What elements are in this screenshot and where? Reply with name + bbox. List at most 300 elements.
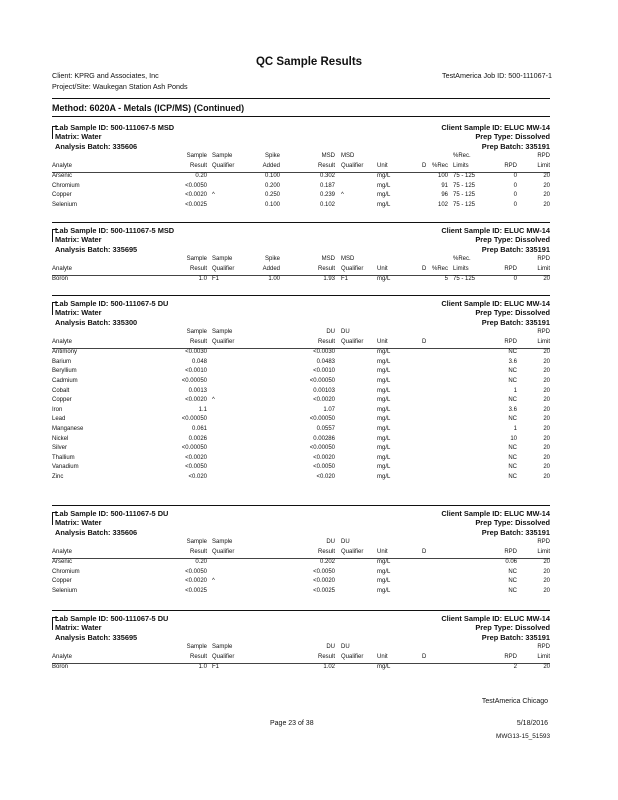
column-header: Unit — [377, 162, 388, 169]
prep-type: Prep Type: Dissolved — [475, 518, 550, 528]
table-cell: 10 — [510, 435, 517, 442]
column-header: MSD — [341, 256, 355, 262]
table-cell: 20 — [543, 201, 550, 208]
qc-section — [52, 123, 550, 208]
column-header: Sample — [212, 256, 233, 262]
project-line: Project/Site: Waukegan Station Ash Ponds — [52, 82, 188, 91]
column-header: RPD — [537, 153, 550, 159]
lab-sample-id: Lab Sample ID: 500-111067-5 MSD — [55, 226, 175, 235]
column-header: RPD — [537, 644, 550, 650]
table-cell: 75 - 125 — [453, 182, 476, 189]
column-header-row-2 — [52, 549, 550, 560]
section-header-line — [52, 132, 550, 141]
analyte-name: Thallium — [52, 454, 75, 461]
table-row — [52, 588, 550, 598]
table-cell: 20 — [543, 664, 550, 671]
column-header: Result — [317, 338, 335, 345]
table-cell: NC — [508, 368, 517, 375]
table-cell: 1 — [513, 425, 517, 432]
column-header: RPD — [537, 329, 550, 335]
table-cell: mg/L — [377, 201, 391, 208]
column-header: Qualifier — [341, 338, 364, 345]
prep-batch: Prep Batch: 335191 — [481, 141, 550, 151]
column-header: DU — [341, 539, 350, 545]
table-cell: ^ — [341, 192, 344, 199]
table-cell: mg/L — [377, 173, 391, 180]
table-cell: 0.102 — [319, 201, 335, 208]
column-header: D — [422, 653, 427, 660]
table-cell: mg/L — [377, 559, 391, 566]
column-header-row-2 — [52, 654, 550, 665]
table-row — [52, 407, 550, 417]
table-row — [52, 378, 550, 388]
qc-section — [52, 299, 550, 480]
table-cell: 3.6 — [508, 406, 517, 413]
column-header: Spike — [264, 256, 280, 262]
table-cell: NC — [508, 349, 517, 356]
analyte-name: Antimony — [52, 349, 78, 356]
prep-type: Prep Type: Dissolved — [475, 308, 550, 318]
table-cell: 0 — [513, 173, 517, 180]
table-cell: 20 — [543, 425, 550, 432]
analyte-name: Lead — [52, 416, 66, 423]
column-header: Unit — [377, 265, 388, 272]
column-header: Limit — [537, 653, 550, 660]
column-header: Qualifier — [212, 548, 235, 555]
analyte-name: Manganese — [52, 425, 84, 432]
table-cell: 20 — [543, 559, 550, 566]
table-cell: 20 — [543, 454, 550, 461]
column-header: MSD — [321, 153, 335, 159]
table-cell: mg/L — [377, 578, 391, 585]
lab-sample-id: Lab Sample ID: 500-111067-5 DU — [55, 299, 169, 308]
qc-section — [52, 509, 550, 594]
matrix: Matrix: Water — [55, 518, 102, 528]
table-cell: 96 — [441, 192, 448, 199]
table-cell: NC — [508, 473, 517, 480]
table-row — [52, 183, 550, 193]
column-header: DU — [326, 644, 335, 650]
analysis-batch: Analysis Batch: 335300 — [55, 317, 138, 327]
table-cell: 5 — [444, 276, 448, 283]
table-cell: <0.0050 — [185, 182, 207, 189]
table-cell: <0.0020 — [313, 454, 335, 461]
table-cell: NC — [508, 397, 517, 404]
column-header: Result — [317, 548, 335, 555]
table-cell: mg/L — [377, 568, 391, 575]
table-cell: <0.0050 — [313, 568, 335, 575]
column-header: RPD — [504, 162, 517, 169]
column-header: Unit — [377, 548, 388, 555]
table-cell: 1 — [513, 387, 517, 394]
column-header: RPD — [504, 653, 517, 660]
table-cell: ^ — [212, 578, 215, 585]
column-header: Result — [189, 548, 207, 555]
matrix: Matrix: Water — [55, 235, 102, 245]
column-header: Sample — [212, 539, 233, 545]
column-header: Sample — [212, 329, 233, 335]
table-row — [52, 173, 550, 183]
table-cell: 91 — [441, 182, 448, 189]
table-cell: NC — [508, 377, 517, 384]
column-header: %Rec. — [453, 256, 471, 262]
column-header: Limits — [453, 162, 469, 169]
section-header-line — [52, 299, 550, 308]
table-cell: mg/L — [377, 425, 391, 432]
column-header-row-1 — [52, 153, 550, 163]
column-header: Sample — [186, 644, 207, 650]
column-header: Qualifier — [212, 162, 235, 169]
table-cell: 0.061 — [191, 425, 207, 432]
analyte-name: Barium — [52, 358, 72, 365]
header-rule — [52, 98, 550, 99]
table-cell: 20 — [543, 276, 550, 283]
table-cell: NC — [508, 464, 517, 471]
lab-sample-id: Lab Sample ID: 500-111067-5 DU — [55, 614, 169, 623]
table-cell: 0.239 — [319, 192, 335, 199]
table-cell: 0.200 — [264, 182, 280, 189]
table-row — [52, 569, 550, 579]
table-cell: <0.0025 — [185, 201, 207, 208]
table-row — [52, 416, 550, 426]
column-header: RPD — [504, 548, 517, 555]
table-cell: mg/L — [377, 464, 391, 471]
table-row — [52, 474, 550, 484]
table-cell: 0.00286 — [313, 435, 335, 442]
column-header: %Rec — [431, 162, 448, 169]
section-header-line — [52, 226, 550, 235]
table-cell: mg/L — [377, 473, 391, 480]
table-cell: NC — [508, 454, 517, 461]
table-cell: <0.00050 — [181, 445, 207, 452]
table-cell: 0.100 — [264, 201, 280, 208]
column-header: Sample — [212, 153, 233, 159]
column-header: Spike — [264, 153, 280, 159]
section-divider — [52, 505, 550, 506]
table-cell: <0.00050 — [181, 377, 207, 384]
column-header: Added — [262, 162, 280, 169]
footer-page: Page 23 of 38 — [270, 720, 314, 727]
column-header: RPD — [537, 539, 550, 545]
analyte-name: Nickel — [52, 435, 69, 442]
table-cell: mg/L — [377, 454, 391, 461]
table-cell: 20 — [543, 368, 550, 375]
table-cell: 2 — [513, 664, 517, 671]
table-cell: <0.0010 — [313, 368, 335, 375]
column-header: Result — [189, 265, 207, 272]
column-header: Limit — [537, 265, 550, 272]
table-cell: 0 — [513, 192, 517, 199]
table-row — [52, 426, 550, 436]
column-header: RPD — [504, 265, 517, 272]
column-header: Limit — [537, 548, 550, 555]
table-cell: mg/L — [377, 435, 391, 442]
table-row — [52, 368, 550, 378]
column-header: Analyte — [52, 653, 73, 660]
column-header-row-2 — [52, 163, 550, 174]
column-header: Analyte — [52, 338, 73, 345]
job-id: TestAmerica Job ID: 500-111067-1 — [442, 71, 552, 80]
table-row — [52, 276, 550, 286]
table-cell: <0.0050 — [185, 464, 207, 471]
column-header: Result — [317, 265, 335, 272]
method-title: Method: 6020A - Metals (ICP/MS) (Continued) — [52, 103, 245, 113]
column-header: DU — [326, 539, 335, 545]
table-cell: 0 — [513, 201, 517, 208]
table-cell: 102 — [437, 201, 448, 208]
table-cell: mg/L — [377, 445, 391, 452]
column-header: DU — [341, 644, 350, 650]
column-header-row-1 — [52, 539, 550, 549]
table-cell: 20 — [543, 397, 550, 404]
table-cell: <0.00050 — [309, 416, 335, 423]
prep-type: Prep Type: Dissolved — [475, 235, 550, 245]
column-header: Sample — [186, 329, 207, 335]
table-row — [52, 202, 550, 212]
table-cell: 1.1 — [198, 406, 207, 413]
table-cell: <0.0020 — [185, 192, 207, 199]
table-cell: 1.02 — [323, 664, 335, 671]
matrix: Matrix: Water — [55, 308, 102, 318]
table-cell: <0.0030 — [185, 349, 207, 356]
table-cell: 0.202 — [319, 559, 335, 566]
table-cell: <0.0020 — [185, 454, 207, 461]
table-cell: 0.0013 — [188, 387, 207, 394]
analyte-name: Chromium — [52, 568, 80, 575]
table-cell: NC — [508, 578, 517, 585]
table-cell: F1 — [212, 664, 220, 671]
column-header: Qualifier — [341, 548, 364, 555]
column-header: %Rec — [431, 265, 448, 272]
table-cell: mg/L — [377, 587, 391, 594]
section-header-line — [52, 245, 550, 254]
section-header-line — [52, 308, 550, 317]
table-cell: mg/L — [377, 276, 391, 283]
table-cell: <0.0050 — [185, 568, 207, 575]
column-header: Limits — [453, 265, 469, 272]
table-cell: <0.0020 — [185, 578, 207, 585]
column-header: Qualifier — [341, 653, 364, 660]
client-sample-id: Client Sample ID: ELUC MW-14 — [441, 509, 550, 518]
analyte-name: Selenium — [52, 587, 78, 594]
table-cell: 20 — [543, 473, 550, 480]
table-cell: mg/L — [377, 349, 391, 356]
column-header: Added — [262, 265, 280, 272]
table-row — [52, 559, 550, 569]
table-cell: ^ — [212, 397, 215, 404]
table-cell: mg/L — [377, 397, 391, 404]
analyte-name: Copper — [52, 192, 72, 199]
section-divider — [52, 295, 550, 296]
client-sample-id: Client Sample ID: ELUC MW-14 — [441, 299, 550, 308]
column-header: D — [422, 265, 427, 272]
column-header-row-2 — [52, 266, 550, 277]
table-cell: F1 — [212, 276, 220, 283]
table-cell: 0 — [513, 182, 517, 189]
method-rule — [52, 116, 550, 117]
analyte-name: Cadmium — [52, 377, 78, 384]
table-cell: NC — [508, 587, 517, 594]
table-cell: 20 — [543, 387, 550, 394]
analyte-name: Zinc — [52, 473, 64, 480]
column-header: Unit — [377, 338, 388, 345]
table-cell: mg/L — [377, 387, 391, 394]
page-title: QC Sample Results — [255, 56, 363, 68]
section-header-line — [52, 142, 550, 151]
table-cell: 20 — [543, 182, 550, 189]
footer-lab: TestAmerica Chicago — [481, 698, 548, 705]
results-table — [52, 256, 550, 286]
column-header-row-1 — [52, 644, 550, 654]
results-table — [52, 539, 550, 598]
table-cell: <0.00050 — [181, 416, 207, 423]
table-cell: <0.0030 — [313, 349, 335, 356]
footer-doc-id: MWG13-15_51593 — [496, 733, 550, 740]
table-cell: 20 — [543, 406, 550, 413]
table-row — [52, 397, 550, 407]
analyte-name: Copper — [52, 578, 72, 585]
table-cell: <0.020 — [316, 473, 335, 480]
table-row — [52, 455, 550, 465]
analyte-name: Boron — [52, 276, 69, 283]
table-cell: 20 — [543, 358, 550, 365]
column-header: MSD — [341, 153, 355, 159]
table-cell: mg/L — [377, 664, 391, 671]
table-row — [52, 359, 550, 369]
table-cell: 20 — [543, 568, 550, 575]
table-cell: 0.00103 — [313, 387, 335, 394]
client-line: Client: KPRG and Associates, Inc — [52, 71, 159, 80]
table-cell: 75 - 125 — [453, 276, 476, 283]
table-cell: 1.00 — [268, 276, 280, 283]
table-cell: <0.0020 — [185, 397, 207, 404]
table-cell: mg/L — [377, 368, 391, 375]
table-cell: 20 — [543, 435, 550, 442]
column-header: RPD — [537, 256, 550, 262]
table-cell: mg/L — [377, 416, 391, 423]
column-header-row-1 — [52, 329, 550, 339]
results-table — [52, 153, 550, 212]
client-sample-id: Client Sample ID: ELUC MW-14 — [441, 614, 550, 623]
table-row — [52, 664, 550, 674]
lab-sample-id: Lab Sample ID: 500-111067-5 MSD — [55, 123, 175, 132]
table-cell: <0.00050 — [309, 377, 335, 384]
table-cell: <0.0025 — [313, 587, 335, 594]
table-cell: <0.0020 — [313, 397, 335, 404]
table-cell: NC — [508, 445, 517, 452]
column-header: Analyte — [52, 162, 73, 169]
column-header: Qualifier — [212, 653, 235, 660]
section-header-line — [52, 518, 550, 527]
analyte-name: Cobalt — [52, 387, 70, 394]
table-cell: 0.187 — [319, 182, 335, 189]
table-row — [52, 349, 550, 359]
column-header: Result — [189, 162, 207, 169]
analyte-name: Boron — [52, 664, 69, 671]
table-cell: 20 — [543, 192, 550, 199]
table-cell: 0.0557 — [316, 425, 335, 432]
table-cell: 0.20 — [195, 559, 207, 566]
section-header-line — [52, 235, 550, 244]
table-cell: 20 — [543, 445, 550, 452]
analyte-name: Selenium — [52, 201, 78, 208]
analyte-name: Copper — [52, 397, 72, 404]
table-cell: 0.0026 — [188, 435, 207, 442]
analysis-batch: Analysis Batch: 335606 — [55, 527, 138, 537]
footer-date: 5/18/2016 — [516, 720, 548, 727]
column-header: D — [422, 162, 427, 169]
table-cell: 0.0483 — [316, 358, 335, 365]
column-header: Sample — [186, 539, 207, 545]
table-cell: 1.93 — [323, 276, 335, 283]
lab-sample-id: Lab Sample ID: 500-111067-5 DU — [55, 509, 169, 518]
column-header: MSD — [321, 256, 335, 262]
table-row — [52, 436, 550, 446]
table-cell: mg/L — [377, 377, 391, 384]
table-cell: 0.048 — [191, 358, 207, 365]
table-cell: 1.0 — [198, 276, 207, 283]
table-cell: 1.0 — [198, 664, 207, 671]
table-row — [52, 388, 550, 398]
table-cell: 20 — [543, 416, 550, 423]
table-cell: F1 — [341, 276, 349, 283]
table-cell: <0.0020 — [313, 578, 335, 585]
column-header: D — [422, 338, 427, 345]
column-header: Result — [189, 338, 207, 345]
table-row — [52, 192, 550, 202]
table-cell: <0.020 — [188, 473, 207, 480]
table-cell: <0.0010 — [185, 368, 207, 375]
table-row — [52, 578, 550, 588]
section-divider — [52, 222, 550, 223]
analyte-name: Silver — [52, 445, 68, 452]
qc-section — [52, 614, 550, 671]
table-cell: <0.0025 — [185, 587, 207, 594]
table-cell: NC — [508, 416, 517, 423]
client-sample-id: Client Sample ID: ELUC MW-14 — [441, 123, 550, 132]
section-divider — [52, 610, 550, 611]
table-cell: 20 — [543, 349, 550, 356]
table-cell: 75 - 125 — [453, 173, 476, 180]
column-header: Limit — [537, 162, 550, 169]
client-sample-id: Client Sample ID: ELUC MW-14 — [441, 226, 550, 235]
column-header: Result — [317, 162, 335, 169]
table-cell: ^ — [212, 192, 215, 199]
table-row — [52, 445, 550, 455]
column-header: DU — [341, 329, 350, 335]
table-cell: mg/L — [377, 192, 391, 199]
table-row — [52, 464, 550, 474]
prep-type: Prep Type: Dissolved — [475, 132, 550, 142]
prep-batch: Prep Batch: 335191 — [481, 632, 550, 642]
table-cell: 0.100 — [264, 173, 280, 180]
column-header: Qualifier — [212, 265, 235, 272]
prep-type: Prep Type: Dissolved — [475, 623, 550, 633]
table-cell: 3.6 — [508, 358, 517, 365]
analyte-name: Arsenic — [52, 559, 73, 566]
prep-batch: Prep Batch: 335191 — [481, 244, 550, 254]
column-header: %Rec. — [453, 153, 471, 159]
prep-batch: Prep Batch: 335191 — [481, 527, 550, 537]
table-cell: 75 - 125 — [453, 201, 476, 208]
table-cell: 0 — [513, 276, 517, 283]
table-cell: <0.00050 — [309, 445, 335, 452]
column-header: Analyte — [52, 265, 73, 272]
column-header: Sample — [212, 644, 233, 650]
table-cell: mg/L — [377, 406, 391, 413]
section-header-line — [52, 123, 550, 132]
analysis-batch: Analysis Batch: 335695 — [55, 244, 138, 254]
